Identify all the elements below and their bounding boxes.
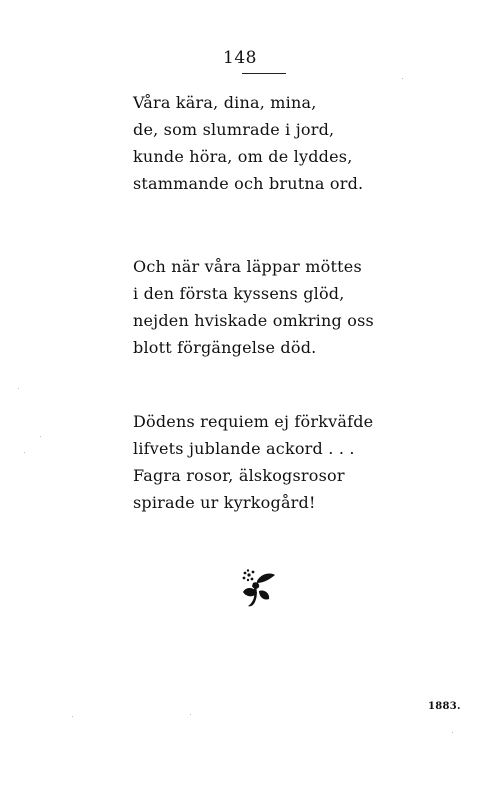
poem-line: i den första kyssens glöd, bbox=[133, 284, 345, 303]
scan-speck bbox=[402, 78, 403, 79]
poem-line: lifvets jublande ackord . . . bbox=[133, 439, 355, 458]
poem-line: Och när våra läppar möttes bbox=[133, 257, 362, 276]
scan-speck bbox=[24, 452, 25, 453]
page-number-rule bbox=[242, 73, 286, 74]
poem-line: blott förgängelse död. bbox=[133, 338, 317, 357]
poem-line: stammande och brutna ord. bbox=[133, 174, 364, 193]
scan-speck bbox=[190, 714, 191, 715]
scan-speck bbox=[40, 436, 41, 437]
poem-line: nejden hviskade omkring oss bbox=[133, 311, 374, 330]
poem-line: Dödens requiem ej förkväfde bbox=[133, 412, 374, 431]
scan-speck bbox=[72, 716, 73, 717]
poem-stanza-2 bbox=[133, 253, 453, 361]
scan-speck bbox=[452, 732, 453, 733]
poem-line: kunde höra, om de lyddes, bbox=[133, 147, 353, 166]
poem-line: spirade ur kyrkogård! bbox=[133, 493, 316, 512]
poem-stanza-3 bbox=[133, 408, 453, 516]
poem-line: Fagra rosor, älskogsrosor bbox=[133, 466, 345, 485]
scan-speck bbox=[18, 388, 19, 389]
poem-line: de, som slumrade i jord, bbox=[133, 120, 335, 139]
poem-date: 1883. bbox=[428, 701, 461, 712]
poem-line: Våra kära, dina, mina, bbox=[133, 93, 317, 112]
page-number: 148 bbox=[223, 48, 257, 68]
poem-stanza-1 bbox=[133, 89, 453, 197]
floral-ornament-icon bbox=[240, 569, 276, 609]
